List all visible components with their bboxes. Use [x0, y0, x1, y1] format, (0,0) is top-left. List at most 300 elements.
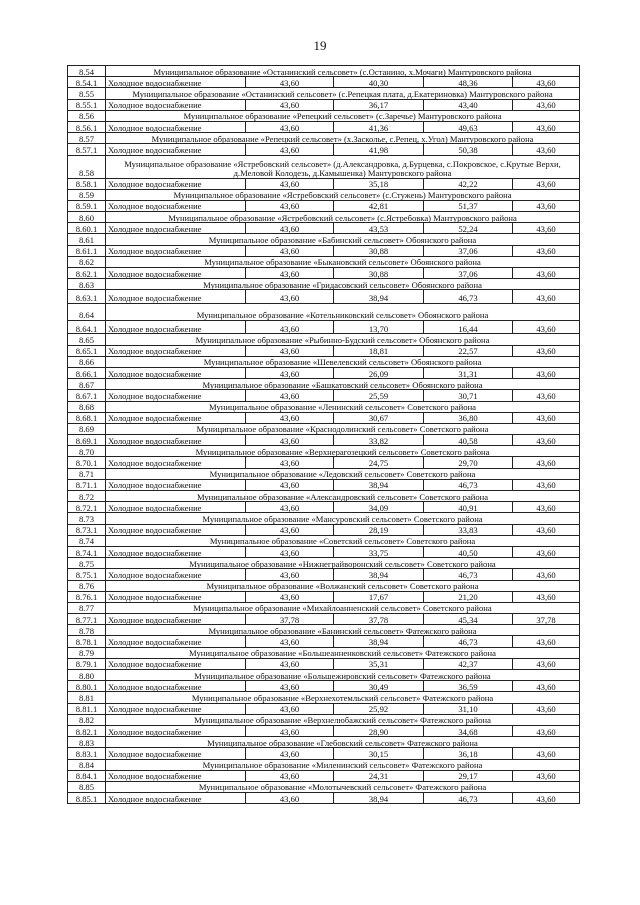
row-code: 8.79.1 — [68, 658, 106, 669]
tariff-value-3: 36,80 — [424, 412, 513, 423]
tariff-row — [68, 681, 580, 692]
tariff-value-3: 51,37 — [424, 200, 513, 211]
row-code: 8.83.1 — [68, 748, 106, 759]
tariff-value-3: 46,73 — [424, 569, 513, 580]
section-title: Муниципальное образование «Репецкий сельсовет» (х.Засколье, с.Репец, х.Угол) Мантуровского района — [106, 133, 580, 144]
service-name: Холодное водоснабжение — [106, 345, 246, 356]
tariff-value-3: 33,83 — [424, 524, 513, 535]
tariff-value-1: 43,60 — [246, 681, 334, 692]
tariff-value-2: 26,09 — [334, 367, 424, 378]
tariff-value-2: 41,36 — [334, 121, 424, 132]
tariff-value-4: 43,60 — [513, 290, 580, 304]
tariff-value-2: 43,53 — [334, 223, 424, 234]
tariff-value-4: 43,60 — [513, 412, 580, 423]
service-name: Холодное водоснабжение — [106, 435, 246, 446]
section-title: Муниципальное образование «Верхнелюбажский сельсовет» Фатежского района — [106, 714, 580, 725]
tariff-value-1: 43,60 — [246, 793, 334, 804]
tariff-table — [67, 65, 580, 804]
section-title: Муниципальное образование «Большеанненковский сельсовет» Фатежского района — [106, 647, 580, 658]
tariff-value-4: 43,60 — [513, 99, 580, 110]
tariff-row — [68, 569, 580, 580]
section-title: Муниципальное образование «Шевелевский сельсовет» Обоянского района — [106, 356, 580, 367]
section-row — [68, 491, 580, 502]
row-code: 8.81.1 — [68, 703, 106, 714]
tariff-value-3: 31,10 — [424, 703, 513, 714]
section-title: Муниципальное образование «Ястребовский сельсовет» (д.Александровка, д.Бурцевка, с.Покровское, с.Крутые Верхи, д.Меловой Колодезь, д.Камышенка) Мантуровского района — [106, 155, 580, 178]
tariff-row — [68, 178, 580, 189]
row-code: 8.60 — [68, 212, 106, 223]
row-code: 8.77 — [68, 602, 106, 613]
service-name: Холодное водоснабжение — [106, 290, 246, 304]
row-code: 8.69 — [68, 423, 106, 434]
tariff-value-4: 43,60 — [513, 725, 580, 736]
tariff-value-1: 43,60 — [246, 725, 334, 736]
service-name: Холодное водоснабжение — [106, 144, 246, 155]
section-row — [68, 356, 580, 367]
tariff-value-1: 43,60 — [246, 178, 334, 189]
section-row — [68, 535, 580, 546]
tariff-value-3: 46,73 — [424, 479, 513, 490]
row-code: 8.82.1 — [68, 725, 106, 736]
tariff-value-2: 38,94 — [334, 636, 424, 647]
row-code: 8.57 — [68, 133, 106, 144]
tariff-row — [68, 748, 580, 759]
section-row — [68, 189, 580, 200]
row-code: 8.55.1 — [68, 99, 106, 110]
row-code: 8.58 — [68, 155, 106, 178]
section-title: Муниципальное образование «Ледовский сельсовет» Советского района — [106, 468, 580, 479]
service-name: Холодное водоснабжение — [106, 245, 246, 256]
service-name: Холодное водоснабжение — [106, 223, 246, 234]
section-row — [68, 602, 580, 613]
tariff-value-2: 24,75 — [334, 457, 424, 468]
section-title: Муниципальное образование «Советский сельсовет» Советского района — [106, 535, 580, 546]
service-name: Холодное водоснабжение — [106, 121, 246, 132]
row-code: 8.62.1 — [68, 268, 106, 279]
section-row — [68, 468, 580, 479]
tariff-value-3: 22,57 — [424, 345, 513, 356]
tariff-row — [68, 412, 580, 423]
row-code: 8.75.1 — [68, 569, 106, 580]
tariff-value-3: 37,06 — [424, 268, 513, 279]
tariff-value-4: 37,78 — [513, 614, 580, 625]
section-title: Муниципальное образование «Быкановский сельсовет» Обоянского района — [106, 256, 580, 267]
service-name: Холодное водоснабжение — [106, 268, 246, 279]
tariff-value-3: 52,24 — [424, 223, 513, 234]
row-code: 8.64 — [68, 303, 106, 320]
row-code: 8.80 — [68, 670, 106, 681]
section-row — [68, 88, 580, 99]
tariff-value-3: 42,37 — [424, 658, 513, 669]
section-row — [68, 279, 580, 290]
tariff-row — [68, 77, 580, 88]
tariff-row — [68, 390, 580, 401]
tariff-value-1: 43,60 — [246, 770, 334, 781]
tariff-row — [68, 725, 580, 736]
section-title: Муниципальное образование «Останинский сельсовет» (с.Останино, х.Мочаги) Мантуровского района — [106, 66, 580, 77]
service-name: Холодное водоснабжение — [106, 178, 246, 189]
section-row — [68, 446, 580, 457]
tariff-value-4: 43,60 — [513, 245, 580, 256]
service-name: Холодное водоснабжение — [106, 479, 246, 490]
row-code: 8.65.1 — [68, 345, 106, 356]
service-name: Холодное водоснабжение — [106, 658, 246, 669]
tariff-value-1: 43,60 — [246, 268, 334, 279]
tariff-value-4: 43,60 — [513, 223, 580, 234]
tariff-value-1: 37,78 — [246, 614, 334, 625]
section-row — [68, 759, 580, 770]
service-name: Холодное водоснабжение — [106, 546, 246, 557]
tariff-value-3: 36,59 — [424, 681, 513, 692]
tariff-value-2: 42,81 — [334, 200, 424, 211]
row-code: 8.72 — [68, 491, 106, 502]
service-name: Холодное водоснабжение — [106, 614, 246, 625]
row-code: 8.69.1 — [68, 435, 106, 446]
tariff-value-1: 43,60 — [246, 636, 334, 647]
tariff-value-2: 34,09 — [334, 502, 424, 513]
tariff-row — [68, 200, 580, 211]
service-name: Холодное водоснабжение — [106, 320, 246, 334]
tariff-value-4: 43,60 — [513, 546, 580, 557]
row-code: 8.62 — [68, 256, 106, 267]
row-code: 8.85 — [68, 781, 106, 792]
tariff-value-2: 35,18 — [334, 178, 424, 189]
section-title: Муниципальное образование «Мансуровский сельсовет» Советского района — [106, 513, 580, 524]
tariff-value-4: 43,60 — [513, 681, 580, 692]
tariff-value-3: 49,63 — [424, 121, 513, 132]
row-code: 8.81 — [68, 692, 106, 703]
row-code: 8.55 — [68, 88, 106, 99]
tariff-value-4: 43,60 — [513, 636, 580, 647]
tariff-value-1: 43,60 — [246, 658, 334, 669]
tariff-value-2: 28,90 — [334, 725, 424, 736]
row-code: 8.68 — [68, 401, 106, 412]
tariff-value-1: 43,60 — [246, 223, 334, 234]
tariff-value-1: 43,60 — [246, 390, 334, 401]
tariff-value-1: 43,60 — [246, 748, 334, 759]
tariff-row — [68, 479, 580, 490]
tariff-value-3: 46,73 — [424, 793, 513, 804]
tariff-value-1: 43,60 — [246, 121, 334, 132]
service-name: Холодное водоснабжение — [106, 200, 246, 211]
tariff-value-4: 43,60 — [513, 479, 580, 490]
tariff-value-4: 43,60 — [513, 77, 580, 88]
row-code: 8.71 — [68, 468, 106, 479]
service-name: Холодное водоснабжение — [106, 793, 246, 804]
row-code: 8.73 — [68, 513, 106, 524]
section-row — [68, 580, 580, 591]
row-code: 8.71.1 — [68, 479, 106, 490]
row-code: 8.63.1 — [68, 290, 106, 304]
row-code: 8.83 — [68, 737, 106, 748]
tariff-value-2: 28,19 — [334, 524, 424, 535]
tariff-value-1: 43,60 — [246, 591, 334, 602]
service-name: Холодное водоснабжение — [106, 412, 246, 423]
row-code: 8.82 — [68, 714, 106, 725]
tariff-value-1: 43,60 — [246, 320, 334, 334]
row-code: 8.65 — [68, 334, 106, 345]
section-title: Муниципальное образование «Верхнехотемльский сельсовет» Фатежского района — [106, 692, 580, 703]
tariff-value-4: 43,60 — [513, 457, 580, 468]
tariff-value-4: 43,60 — [513, 793, 580, 804]
section-row — [68, 670, 580, 681]
tariff-value-3: 30,71 — [424, 390, 513, 401]
section-title: Муниципальное образование «Ястребовский сельсовет» (с.Ястребовка) Мантуровского района — [106, 212, 580, 223]
tariff-value-2: 18,81 — [334, 345, 424, 356]
section-title: Муниципальное образование «Башкатовский сельсовет» Обоянского района — [106, 379, 580, 390]
row-code: 8.84 — [68, 759, 106, 770]
row-code: 8.85.1 — [68, 793, 106, 804]
row-code: 8.61 — [68, 234, 106, 245]
tariff-value-1: 43,60 — [246, 412, 334, 423]
section-row — [68, 781, 580, 792]
tariff-value-4: 43,60 — [513, 320, 580, 334]
tariff-value-3: 46,73 — [424, 290, 513, 304]
tariff-value-3: 29,70 — [424, 457, 513, 468]
row-code: 8.70 — [68, 446, 106, 457]
service-name: Холодное водоснабжение — [106, 390, 246, 401]
section-title: Муниципальное образование «Михайлоанненский сельсовет» Советского района — [106, 602, 580, 613]
tariff-value-4: 43,60 — [513, 390, 580, 401]
tariff-value-1: 43,60 — [246, 367, 334, 378]
tariff-value-1: 43,60 — [246, 569, 334, 580]
tariff-value-2: 41,98 — [334, 144, 424, 155]
tariff-row — [68, 435, 580, 446]
tariff-row — [68, 121, 580, 132]
section-title: Муниципальное образование «Репецкий сельсовет» (с.Заречье) Мантуровского района — [106, 110, 580, 121]
tariff-value-4: 43,60 — [513, 121, 580, 132]
row-code: 8.75 — [68, 558, 106, 569]
section-row — [68, 692, 580, 703]
section-row — [68, 379, 580, 390]
service-name: Холодное водоснабжение — [106, 591, 246, 602]
tariff-value-4: 43,60 — [513, 569, 580, 580]
row-code: 8.80.1 — [68, 681, 106, 692]
row-code: 8.77.1 — [68, 614, 106, 625]
tariff-value-4: 43,60 — [513, 268, 580, 279]
section-title: Муниципальное образование «Рыбинно-Будский сельсовет» Обоянского района — [106, 334, 580, 345]
tariff-value-1: 43,60 — [246, 290, 334, 304]
row-code: 8.76.1 — [68, 591, 106, 602]
tariff-value-2: 35,31 — [334, 658, 424, 669]
tariff-row — [68, 636, 580, 647]
tariff-row — [68, 703, 580, 714]
tariff-row — [68, 457, 580, 468]
service-name: Холодное водоснабжение — [106, 725, 246, 736]
tariff-row — [68, 793, 580, 804]
row-code: 8.76 — [68, 580, 106, 591]
tariff-value-4: 43,60 — [513, 658, 580, 669]
tariff-value-2: 30,49 — [334, 681, 424, 692]
section-row — [68, 133, 580, 144]
tariff-value-4: 43,60 — [513, 345, 580, 356]
section-row — [68, 737, 580, 748]
row-code: 8.58.1 — [68, 178, 106, 189]
tariff-value-3: 40,58 — [424, 435, 513, 446]
section-row — [68, 513, 580, 524]
row-code: 8.73.1 — [68, 524, 106, 535]
row-code: 8.74.1 — [68, 546, 106, 557]
tariff-value-2: 30,15 — [334, 748, 424, 759]
tariff-value-1: 43,60 — [246, 77, 334, 88]
section-row — [68, 625, 580, 636]
service-name: Холодное водоснабжение — [106, 636, 246, 647]
tariff-value-3: 21,20 — [424, 591, 513, 602]
section-title: Муниципальное образование «Волжанский сельсовет» Советского района — [106, 580, 580, 591]
tariff-value-1: 43,60 — [246, 99, 334, 110]
section-title: Муниципальное образование «Верхнерагозецкий сельсовет» Советского района — [106, 446, 580, 457]
tariff-row — [68, 770, 580, 781]
service-name: Холодное водоснабжение — [106, 502, 246, 513]
tariff-row — [68, 658, 580, 669]
tariff-value-1: 43,60 — [246, 245, 334, 256]
tariff-value-2: 38,94 — [334, 569, 424, 580]
tariff-value-3: 42,22 — [424, 178, 513, 189]
tariff-value-2: 25,59 — [334, 390, 424, 401]
row-code: 8.72.1 — [68, 502, 106, 513]
service-name: Холодное водоснабжение — [106, 748, 246, 759]
section-title: Муниципальное образование «Ястребовский сельсовет» (с.Стужень) Мантуровского района — [106, 189, 580, 200]
service-name: Холодное водоснабжение — [106, 99, 246, 110]
tariff-value-1: 43,60 — [246, 703, 334, 714]
row-code: 8.61.1 — [68, 245, 106, 256]
tariff-value-3: 31,31 — [424, 367, 513, 378]
tariff-value-2: 38,94 — [334, 793, 424, 804]
section-title: Муниципальное образование «Глебовский сельсовет» Фатежского района — [106, 737, 580, 748]
tariff-row — [68, 524, 580, 535]
tariff-value-3: 37,06 — [424, 245, 513, 256]
section-title: Муниципальное образование «Нижнеграйворонский сельсовет» Советского района — [106, 558, 580, 569]
row-code: 8.78 — [68, 625, 106, 636]
tariff-value-2: 24,31 — [334, 770, 424, 781]
tariff-value-3: 16,44 — [424, 320, 513, 334]
service-name: Холодное водоснабжение — [106, 457, 246, 468]
tariff-value-4: 43,60 — [513, 703, 580, 714]
tariff-value-2: 33,75 — [334, 546, 424, 557]
tariff-row — [68, 591, 580, 602]
tariff-value-1: 43,60 — [246, 345, 334, 356]
tariff-value-3: 46,73 — [424, 636, 513, 647]
tariff-row — [68, 367, 580, 378]
tariff-value-1: 43,60 — [246, 479, 334, 490]
service-name: Холодное водоснабжение — [106, 770, 246, 781]
row-code: 8.60.1 — [68, 223, 106, 234]
section-row — [68, 234, 580, 245]
section-row — [68, 558, 580, 569]
tariff-value-2: 36,17 — [334, 99, 424, 110]
service-name: Холодное водоснабжение — [106, 681, 246, 692]
section-title: Муниципальное образование «Гридасовский сельсовет» Обоянского района — [106, 279, 580, 290]
row-code: 8.67 — [68, 379, 106, 390]
tariff-value-1: 43,60 — [246, 435, 334, 446]
section-title: Муниципальное образование «Банинский сельсовет» Фатежского района — [106, 625, 580, 636]
row-code: 8.66 — [68, 356, 106, 367]
service-name: Холодное водоснабжение — [106, 77, 246, 88]
service-name: Холодное водоснабжение — [106, 703, 246, 714]
section-row — [68, 212, 580, 223]
tariff-value-3: 45,34 — [424, 614, 513, 625]
tariff-value-4: 43,60 — [513, 178, 580, 189]
tariff-row — [68, 502, 580, 513]
tariff-value-2: 38,94 — [334, 290, 424, 304]
section-title: Муниципальное образование «Бабинский сельсовет» Обоянского района — [106, 234, 580, 245]
tariff-row — [68, 320, 580, 334]
tariff-value-2: 30,88 — [334, 268, 424, 279]
tariff-row — [68, 268, 580, 279]
section-title: Муниципальное образование «Останинский сельсовет» (с.Репецкая плата, д.Екатериновка) Мантуровского района — [106, 88, 580, 99]
row-code: 8.64.1 — [68, 320, 106, 334]
row-code: 8.70.1 — [68, 457, 106, 468]
row-code: 8.57.1 — [68, 144, 106, 155]
section-title: Муниципальное образование «Большежировский сельсовет» Фатежского района — [106, 670, 580, 681]
tariff-value-1: 43,60 — [246, 457, 334, 468]
section-title: Муниципальное образование «Ленинский сельсовет» Советского района — [106, 401, 580, 412]
tariff-value-3: 43,40 — [424, 99, 513, 110]
section-title: Муниципальное образование «Котельниковский сельсовет» Обоянского района — [106, 303, 580, 320]
row-code: 8.74 — [68, 535, 106, 546]
section-title: Муниципальное образование «Молотычевский сельсовет» Фатежского района — [106, 781, 580, 792]
tariff-value-2: 17,67 — [334, 591, 424, 602]
tariff-value-4: 43,60 — [513, 200, 580, 211]
section-row — [68, 647, 580, 658]
row-code: 8.78.1 — [68, 636, 106, 647]
tariff-value-4: 43,60 — [513, 524, 580, 535]
tariff-value-4: 43,60 — [513, 367, 580, 378]
tariff-value-1: 43,60 — [246, 502, 334, 513]
tariff-value-3: 48,36 — [424, 77, 513, 88]
tariff-value-1: 43,60 — [246, 200, 334, 211]
page-number: 19 — [313, 38, 327, 53]
service-name: Холодное водоснабжение — [106, 367, 246, 378]
row-code: 8.56 — [68, 110, 106, 121]
section-row — [68, 66, 580, 77]
row-code: 8.54 — [68, 66, 106, 77]
tariff-value-3: 40,50 — [424, 546, 513, 557]
tariff-value-2: 30,67 — [334, 412, 424, 423]
tariff-value-4: 43,60 — [513, 435, 580, 446]
row-code: 8.63 — [68, 279, 106, 290]
tariff-value-3: 34,68 — [424, 725, 513, 736]
section-row — [68, 423, 580, 434]
section-title: Муниципальное образование «Краснодолинский сельсовет» Советского района — [106, 423, 580, 434]
tariff-row — [68, 345, 580, 356]
row-code: 8.67.1 — [68, 390, 106, 401]
tariff-row — [68, 144, 580, 155]
tariff-value-4: 43,60 — [513, 770, 580, 781]
tariff-row — [68, 223, 580, 234]
row-code: 8.59 — [68, 189, 106, 200]
section-row — [68, 256, 580, 267]
tariff-row — [68, 546, 580, 557]
row-code: 8.79 — [68, 647, 106, 658]
row-code: 8.59.1 — [68, 200, 106, 211]
row-code: 8.54.1 — [68, 77, 106, 88]
section-row — [68, 714, 580, 725]
tariff-value-2: 40,30 — [334, 77, 424, 88]
tariff-value-1: 43,60 — [246, 144, 334, 155]
section-title: Муниципальное образование «Александровский сельсовет» Советского района — [106, 491, 580, 502]
tariff-value-2: 13,70 — [334, 320, 424, 334]
tariff-value-3: 40,91 — [424, 502, 513, 513]
section-row — [68, 303, 580, 320]
tariff-value-4: 43,60 — [513, 591, 580, 602]
service-name: Холодное водоснабжение — [106, 569, 246, 580]
row-code: 8.56.1 — [68, 121, 106, 132]
tariff-value-3: 36,18 — [424, 748, 513, 759]
tariff-value-1: 43,60 — [246, 524, 334, 535]
row-code: 8.68.1 — [68, 412, 106, 423]
section-title: Муниципальное образование «Миленинский сельсовет» Фатежского района — [106, 759, 580, 770]
